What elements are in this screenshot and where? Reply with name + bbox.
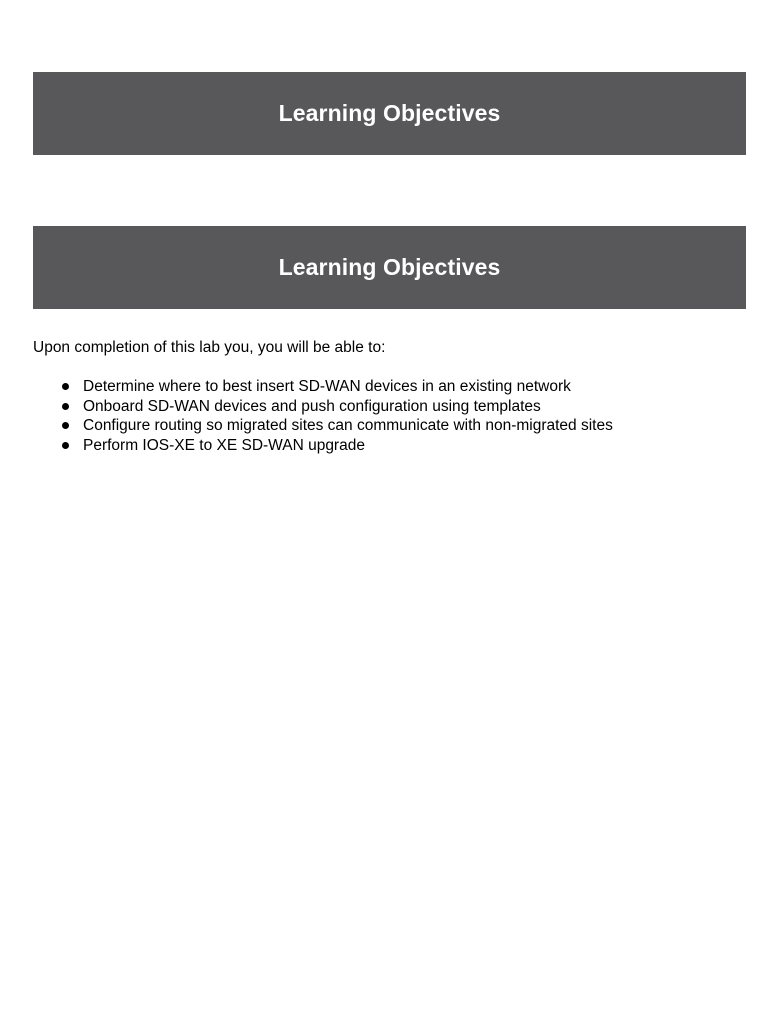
section-banner [33, 72, 746, 155]
intro-text: Upon completion of this lab you, you will be able to: [33, 339, 386, 356]
section-banner [33, 226, 746, 309]
section-title: Learning Objectives [278, 100, 501, 126]
objective-text: Onboard SD-WAN devices and push configuration using templates [83, 397, 541, 415]
bullet-icon [62, 442, 69, 449]
bullet-icon [62, 403, 69, 410]
section-title: Learning Objectives [278, 254, 501, 280]
list-item [33, 377, 613, 397]
bullet-icon [62, 422, 69, 429]
objectives-list [33, 377, 613, 455]
list-item [33, 436, 613, 456]
objective-text: Determine where to best insert SD-WAN devices in an existing network [83, 378, 571, 395]
objective-text: Perform IOS-XE to XE SD-WAN upgrade [83, 436, 365, 454]
bullet-icon [62, 383, 69, 390]
objective-text: Configure routing so migrated sites can communicate with non-migrated sites [83, 417, 613, 434]
list-item [33, 397, 613, 417]
list-item [33, 416, 613, 436]
